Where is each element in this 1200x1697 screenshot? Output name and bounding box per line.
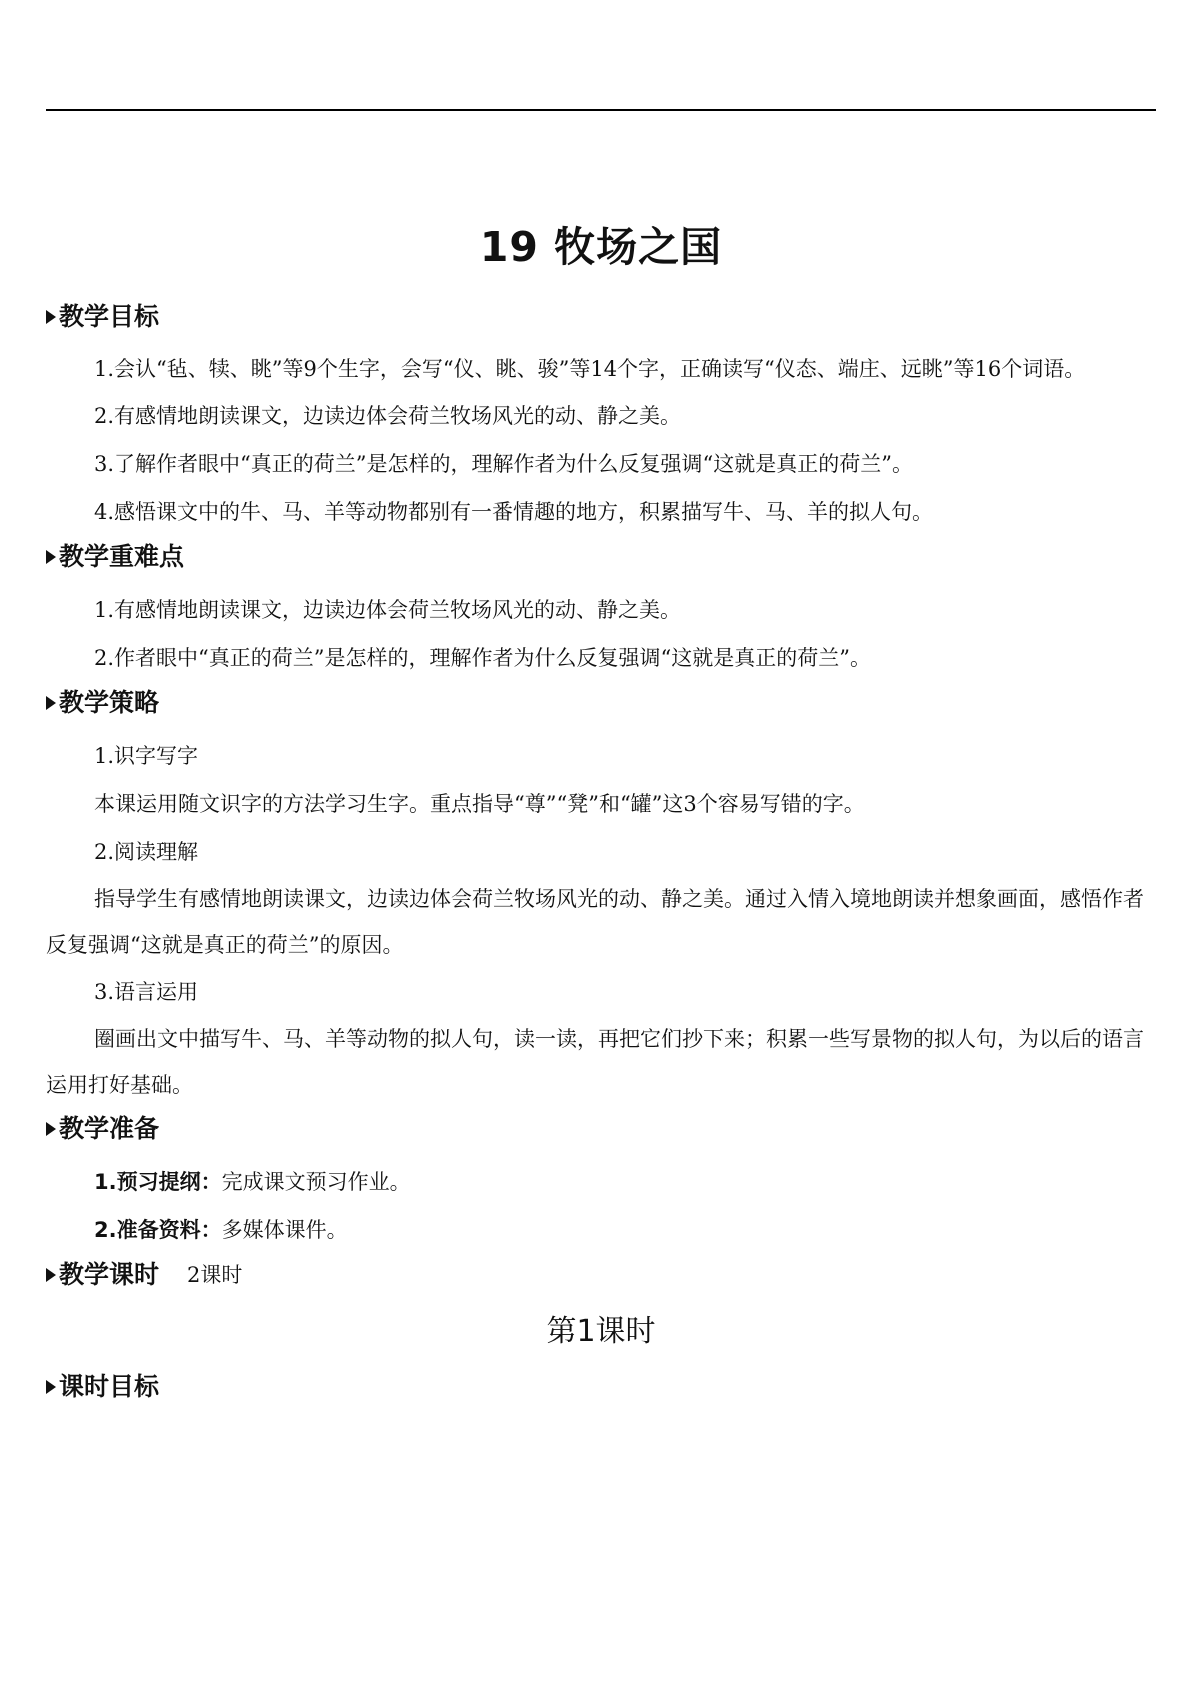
strategy-sub-title-3: 3.语言运用 xyxy=(94,980,199,1004)
key-point-item-1: 1.有感情地朗读课文，边读边体会荷兰牧场风光的动、静之美。 xyxy=(94,598,682,622)
section-heading-key-points xyxy=(46,540,1156,574)
hours-value: 2课时 xyxy=(187,1263,243,1287)
preparation-item-label: 1.预习提纲： xyxy=(94,1170,222,1194)
document-body xyxy=(46,212,1156,1416)
section-heading-label: 教学目标 xyxy=(59,302,160,331)
preparation-item-2 xyxy=(46,1206,1156,1254)
triangle-marker-icon xyxy=(46,310,56,324)
section-heading-preparation xyxy=(46,1112,1156,1146)
strategy-sub-title-2: 2.阅读理解 xyxy=(94,840,199,864)
section-heading-label: 教学课时 xyxy=(59,1260,160,1289)
preparation-item-text: 完成课文预习作业。 xyxy=(221,1170,411,1194)
triangle-marker-icon xyxy=(46,1380,56,1394)
goal-item-3: 3.了解作者眼中“真正的荷兰”是怎样的，理解作者为什么反复强调“这就是真正的荷兰”。 xyxy=(94,452,913,476)
key-point-item-2: 2.作者眼中“真正的荷兰”是怎样的，理解作者为什么反复强调“这就是真正的荷兰”。 xyxy=(94,646,871,670)
section-heading-label: 教学准备 xyxy=(59,1114,160,1143)
lesson-title: 第1课时 xyxy=(546,1314,656,1349)
goal-item-4: 4.感悟课文中的牛、马、羊等动物都别有一番情趣的地方，积累描写牛、马、羊的拟人句。 xyxy=(94,500,934,524)
strategy-sub-title-1: 1.识字写字 xyxy=(94,744,199,768)
goal-item-1: 1.会认“毡、犊、眺”等9个生字，会写“仪、眺、骏”等14个字，正确读写“仪态、端庄、远眺”等16个词语。 xyxy=(94,357,1086,381)
page-title: 19 牧场之国 xyxy=(479,223,723,271)
triangle-marker-icon xyxy=(46,696,56,710)
triangle-marker-icon xyxy=(46,550,56,564)
preparation-item-text: 多媒体课件。 xyxy=(221,1218,348,1242)
strategy-sub-text-2: 指导学生有感情地朗读课文，边读边体会荷兰牧场风光的动、静之美。通过入情入境地朗读并想象画面，感悟作者反复强调“这就是真正的荷兰”的原因。 xyxy=(46,887,1144,957)
section-heading-lesson-goals xyxy=(46,1370,1156,1404)
section-heading-label: 课时目标 xyxy=(59,1372,160,1401)
section-heading-label: 教学重难点 xyxy=(59,542,185,571)
triangle-marker-icon xyxy=(46,1122,56,1136)
section-heading-goals xyxy=(46,300,1156,334)
header-rule xyxy=(46,109,1156,111)
preparation-item-label: 2.准备资料： xyxy=(94,1218,222,1242)
goal-item-2: 2.有感情地朗读课文，边读边体会荷兰牧场风光的动、静之美。 xyxy=(94,404,682,428)
strategy-sub-text-3: 圈画出文中描写牛、马、羊等动物的拟人句，读一读，再把它们抄下来；积累一些写景物的拟人句，为以后的语言运用打好基础。 xyxy=(46,1027,1144,1097)
triangle-marker-icon xyxy=(46,1268,56,1282)
strategy-sub-text-1: 本课运用随文识字的方法学习生字。重点指导“尊”“凳”和“罐”这3个容易写错的字。 xyxy=(94,792,865,816)
section-heading-label: 教学策略 xyxy=(59,688,160,717)
section-heading-strategy xyxy=(46,686,1156,720)
section-heading-hours xyxy=(46,1258,1156,1292)
preparation-item-1 xyxy=(46,1158,1156,1206)
